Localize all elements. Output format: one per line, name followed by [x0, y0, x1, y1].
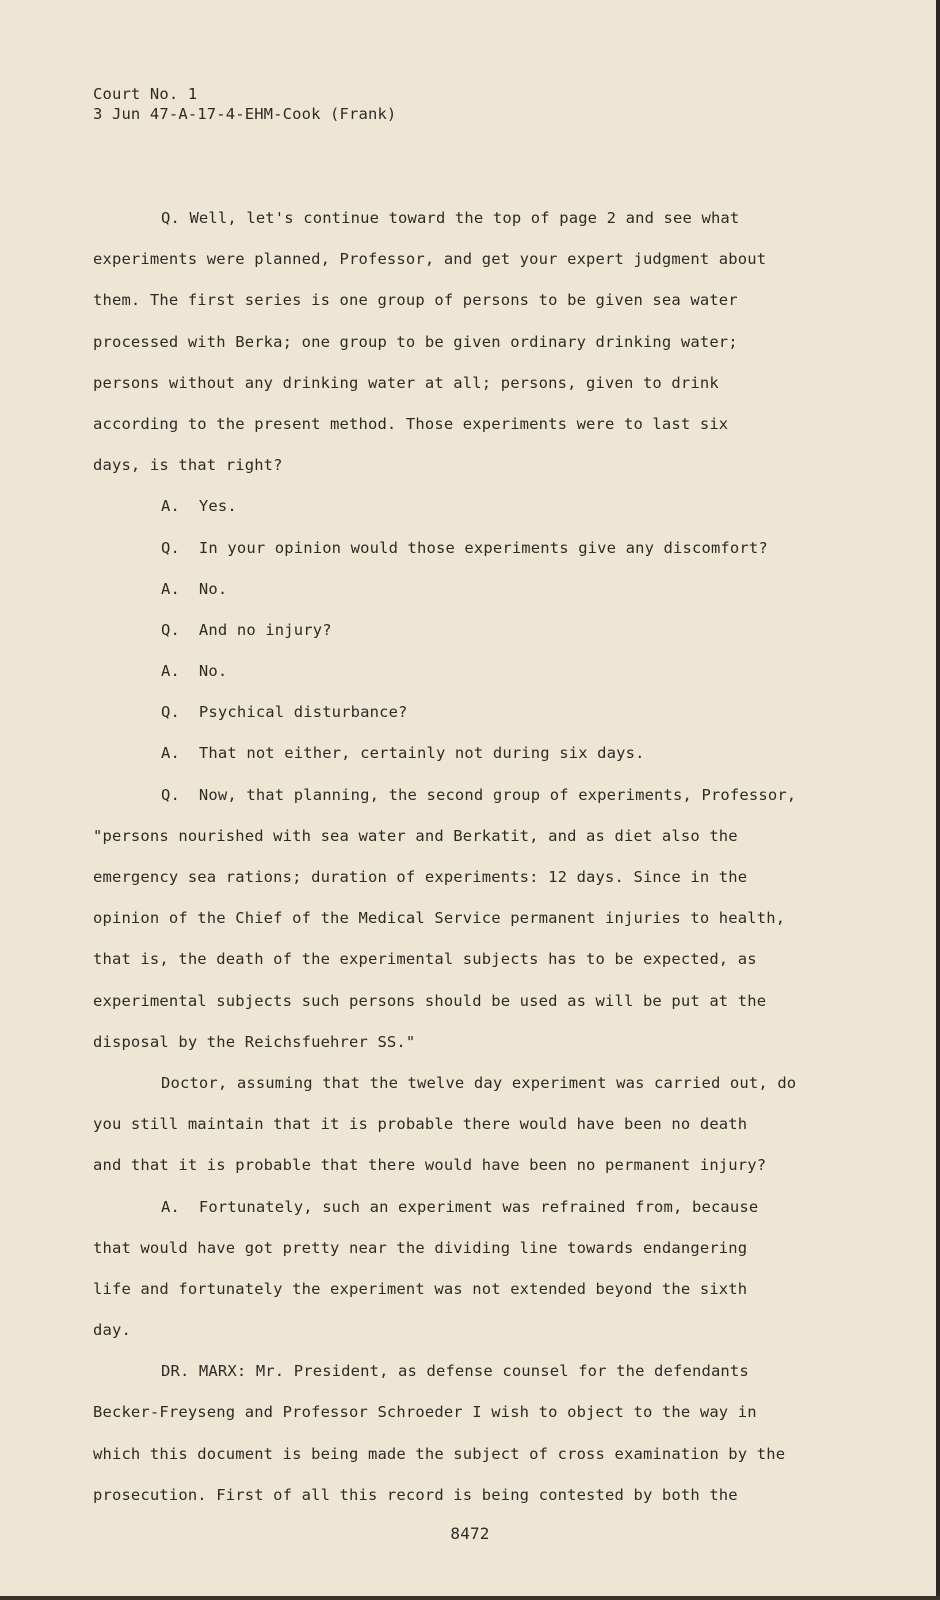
- transcript-line: emergency sea rations; duration of experiments: 12 days. Since in the: [93, 868, 748, 886]
- transcript-line: prosecution. First of all this record is being contested by both the: [93, 1485, 738, 1504]
- transcript-line: Q. Psychical disturbance?: [161, 703, 408, 722]
- transcript-line: A. That not either, certainly not during six days.: [161, 744, 645, 763]
- transcript-line: A. Fortunately, such an experiment was refrained from, because: [161, 1197, 759, 1216]
- transcript-line: experiments were planned, Professor, and get your expert judgment about: [93, 250, 767, 269]
- transcript-line: Q. In your opinion would those experiments give any discomfort?: [161, 538, 768, 557]
- page-edge-bottom: [0, 1596, 940, 1600]
- transcript-line: processed with Berka; one group to be given ordinary drinking water;: [93, 332, 738, 351]
- transcript-line: that would have got pretty near the dividing line towards endangering: [93, 1238, 748, 1257]
- transcript-line: A. No.: [161, 662, 228, 681]
- transcript-line: according to the present method. Those experiments were to last six: [93, 414, 729, 433]
- transcript-line: and that it is probable that there would have been no permanent injury?: [93, 1156, 767, 1175]
- page-edge-right: [936, 0, 940, 1600]
- transcript-line: Q. Now, that planning, the second group of experiments, Professor,: [161, 785, 797, 804]
- transcript-line: opinion of the Chief of the Medical Service permanent injuries to health,: [93, 909, 786, 928]
- transcript-line: day.: [93, 1321, 131, 1340]
- transcript-line: that is, the death of the experimental subjects has to be expected, as: [93, 950, 757, 969]
- transcript-line: you still maintain that it is probable there would have been no death: [93, 1115, 748, 1134]
- transcript-line: DR. MARX: Mr. President, as defense counsel for the defendants: [161, 1362, 749, 1381]
- document-header: [93, 84, 396, 124]
- transcript-line: Becker-Freyseng and Professor Schroeder I wish to object to the way in: [93, 1403, 757, 1422]
- session-reference: 3 Jun 47-A-17-4-EHM-Cook (Frank): [93, 105, 397, 123]
- transcript-line: days, is that right?: [93, 456, 283, 475]
- transcript-line: disposal by the Reichsfuehrer SS.": [93, 1032, 416, 1051]
- court-number: Court No. 1: [93, 85, 198, 103]
- transcript-line: life and fortunately the experiment was not extended beyond the sixth: [93, 1279, 748, 1298]
- transcript-line: Q. Well, let's continue toward the top of page 2 and see what: [161, 209, 740, 227]
- transcript-line: "persons nourished with sea water and Berkatit, and as diet also the: [93, 826, 738, 845]
- transcript-line: which this document is being made the subject of cross examination by the: [93, 1444, 786, 1463]
- page-number: 8472: [450, 1524, 490, 1543]
- transcript-line: them. The first series is one group of persons to be given sea water: [93, 291, 738, 310]
- transcript-line: Q. And no injury?: [161, 620, 332, 639]
- transcript-line: A. Yes.: [161, 497, 237, 516]
- transcript-line: persons without any drinking water at all; persons, given to drink: [93, 373, 719, 392]
- transcript-line: Doctor, assuming that the twelve day experiment was carried out, do: [161, 1073, 797, 1092]
- transcript-body: [93, 198, 853, 1516]
- transcript-line: experimental subjects such persons should be used as will be put at the: [93, 991, 767, 1010]
- transcript-line: A. No.: [161, 579, 228, 598]
